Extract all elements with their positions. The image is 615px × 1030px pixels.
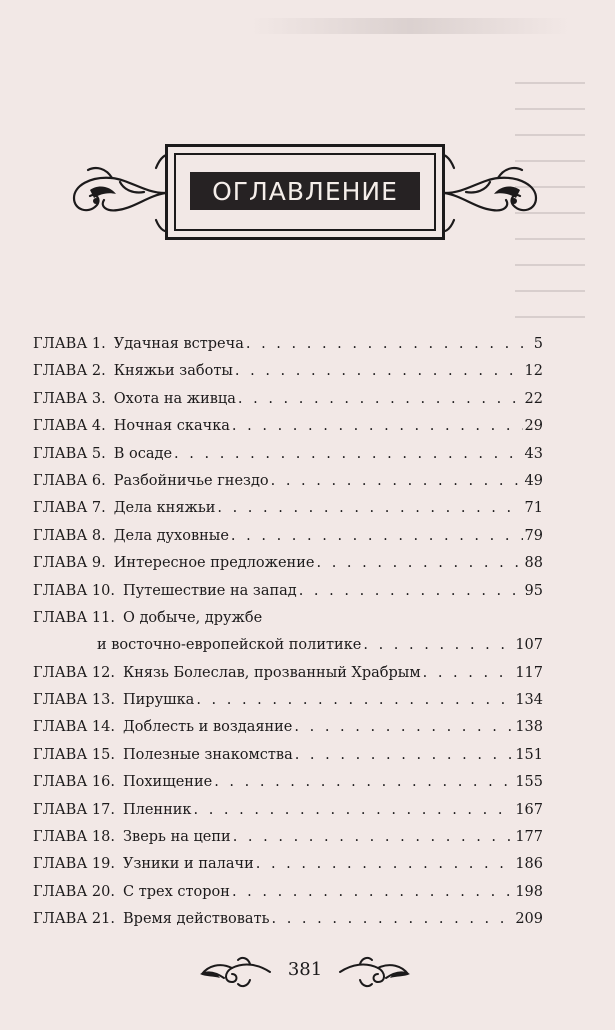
chapter-title: Пленник xyxy=(123,801,192,818)
page-number: 12 xyxy=(524,363,543,380)
dot-leader xyxy=(363,632,513,659)
page-number: 177 xyxy=(515,829,543,846)
page-number: 22 xyxy=(524,390,543,407)
page-number: 209 xyxy=(515,911,543,928)
toc-entry xyxy=(33,386,543,413)
toc-entry xyxy=(33,687,543,714)
page-number: 49 xyxy=(524,472,543,489)
page-number: 95 xyxy=(524,582,543,599)
chapter-number: ГЛАВА 21. xyxy=(33,911,115,928)
dot-leader xyxy=(295,742,514,769)
dot-leader xyxy=(299,578,523,605)
chapter-number: ГЛАВА 19. xyxy=(33,856,115,873)
toc-entry-continuation xyxy=(33,632,543,659)
page-number: 186 xyxy=(515,856,543,873)
page-number: 43 xyxy=(524,445,543,462)
dot-leader xyxy=(316,550,522,577)
chapter-title: Охота на живца xyxy=(113,390,236,407)
toc-entry xyxy=(33,441,543,468)
chapter-title: Княжьи заботы xyxy=(113,363,233,380)
dot-leader xyxy=(423,660,514,687)
dot-leader xyxy=(232,413,523,440)
dot-leader xyxy=(232,879,513,906)
chapter-number: ГЛАВА 12. xyxy=(33,664,115,681)
chapter-number: ГЛАВА 20. xyxy=(33,883,115,900)
chapter-title: В осаде xyxy=(113,445,173,462)
page-number: 29 xyxy=(524,418,543,435)
chapter-title: Похищение xyxy=(123,774,213,791)
chapter-number: ГЛАВА 11. xyxy=(33,609,115,626)
bleed-through-header xyxy=(250,18,570,34)
title-frame xyxy=(165,144,445,240)
toc-entry xyxy=(33,906,543,933)
chapter-number: ГЛАВА 3. xyxy=(33,390,106,407)
chapter-number: ГЛАВА 17. xyxy=(33,801,115,818)
table-of-contents xyxy=(33,331,543,934)
toc-entry xyxy=(33,550,543,577)
toc-entry xyxy=(33,714,543,741)
chapter-title: Путешествие на запад xyxy=(123,582,297,599)
chapter-title: Время действовать xyxy=(123,911,270,928)
toc-entry xyxy=(33,578,543,605)
toc-entry xyxy=(33,851,543,878)
contents-header xyxy=(60,138,550,248)
page-number: 107 xyxy=(515,637,543,654)
dot-leader xyxy=(246,331,532,358)
dot-leader xyxy=(233,824,514,851)
toc-entry xyxy=(33,660,543,687)
page-title: ОГЛАВЛЕНИЕ xyxy=(190,172,420,210)
chapter-title: Дела духовные xyxy=(113,527,229,544)
toc-entry xyxy=(33,495,543,522)
chapter-title: и восточно-европейской политике xyxy=(97,637,362,654)
toc-entry xyxy=(33,331,543,358)
chapter-title: Полезные знакомства xyxy=(123,746,293,763)
page-number: 138 xyxy=(515,719,543,736)
chapter-title: Князь Болеслав, прозванный Храбрым xyxy=(123,664,421,681)
page-number: 88 xyxy=(524,555,543,572)
page-footer xyxy=(180,952,430,992)
chapter-number: ГЛАВА 10. xyxy=(33,582,115,599)
dot-leader xyxy=(194,797,514,824)
page-number: 79 xyxy=(524,527,543,544)
page-number: 155 xyxy=(515,774,543,791)
dot-leader xyxy=(272,906,514,933)
dot-leader xyxy=(214,769,513,796)
dot-leader xyxy=(174,441,523,468)
dot-leader xyxy=(238,386,523,413)
page-number: 151 xyxy=(515,746,543,763)
dot-leader xyxy=(217,495,522,522)
page-number: 134 xyxy=(515,692,543,709)
chapter-number: ГЛАВА 16. xyxy=(33,774,115,791)
chapter-title: Дела княжьи xyxy=(113,500,216,517)
dot-leader xyxy=(196,687,513,714)
page-number: 198 xyxy=(515,883,543,900)
chapter-title: Пирушка xyxy=(123,692,195,709)
chapter-number: ГЛАВА 9. xyxy=(33,555,106,572)
chapter-title: С трех сторон xyxy=(123,883,230,900)
page-number: 167 xyxy=(515,801,543,818)
toc-entry xyxy=(33,468,543,495)
chapter-title: Удачная встреча xyxy=(113,336,244,352)
dot-leader xyxy=(231,523,523,550)
toc-entry xyxy=(33,797,543,824)
chapter-number: ГЛАВА 14. xyxy=(33,719,115,736)
chapter-title: Разбойничье гнездо xyxy=(113,472,269,489)
chapter-title: Интересное предложение xyxy=(113,555,315,572)
chapter-number: ГЛАВА 13. xyxy=(33,692,115,709)
chapter-number: ГЛАВА 1. xyxy=(33,336,106,352)
chapter-title: Зверь на цепи xyxy=(123,829,231,846)
page-number-footer: 381 xyxy=(287,959,323,980)
page-number: 117 xyxy=(515,664,543,681)
toc-entry xyxy=(33,523,543,550)
chapter-number: ГЛАВА 5. xyxy=(33,445,106,462)
toc-entry xyxy=(33,358,543,385)
toc-entry xyxy=(33,824,543,851)
toc-entry xyxy=(33,413,543,440)
toc-entry xyxy=(33,742,543,769)
chapter-number: ГЛАВА 7. xyxy=(33,500,106,517)
chapter-number: ГЛАВА 6. xyxy=(33,472,106,489)
chapter-title: Узники и палачи xyxy=(123,856,254,873)
dot-leader xyxy=(235,358,523,385)
chapter-title: Доблесть и воздаяние xyxy=(123,719,293,736)
chapter-number: ГЛАВА 4. xyxy=(33,418,106,435)
chapter-number: ГЛАВА 2. xyxy=(33,363,106,380)
chapter-title: О добыче, дружбе xyxy=(123,609,263,626)
dot-leader xyxy=(256,851,514,878)
chapter-number: ГЛАВА 15. xyxy=(33,746,115,763)
chapter-title: Ночная скачка xyxy=(113,418,230,435)
dot-leader xyxy=(271,468,523,495)
toc-entry xyxy=(33,879,543,906)
dot-leader xyxy=(294,714,513,741)
page-number: 5 xyxy=(533,336,543,352)
toc-entry xyxy=(33,605,543,632)
toc-entry xyxy=(33,769,543,796)
chapter-number: ГЛАВА 18. xyxy=(33,829,115,846)
chapter-number: ГЛАВА 8. xyxy=(33,527,106,544)
page-number: 71 xyxy=(524,500,543,517)
